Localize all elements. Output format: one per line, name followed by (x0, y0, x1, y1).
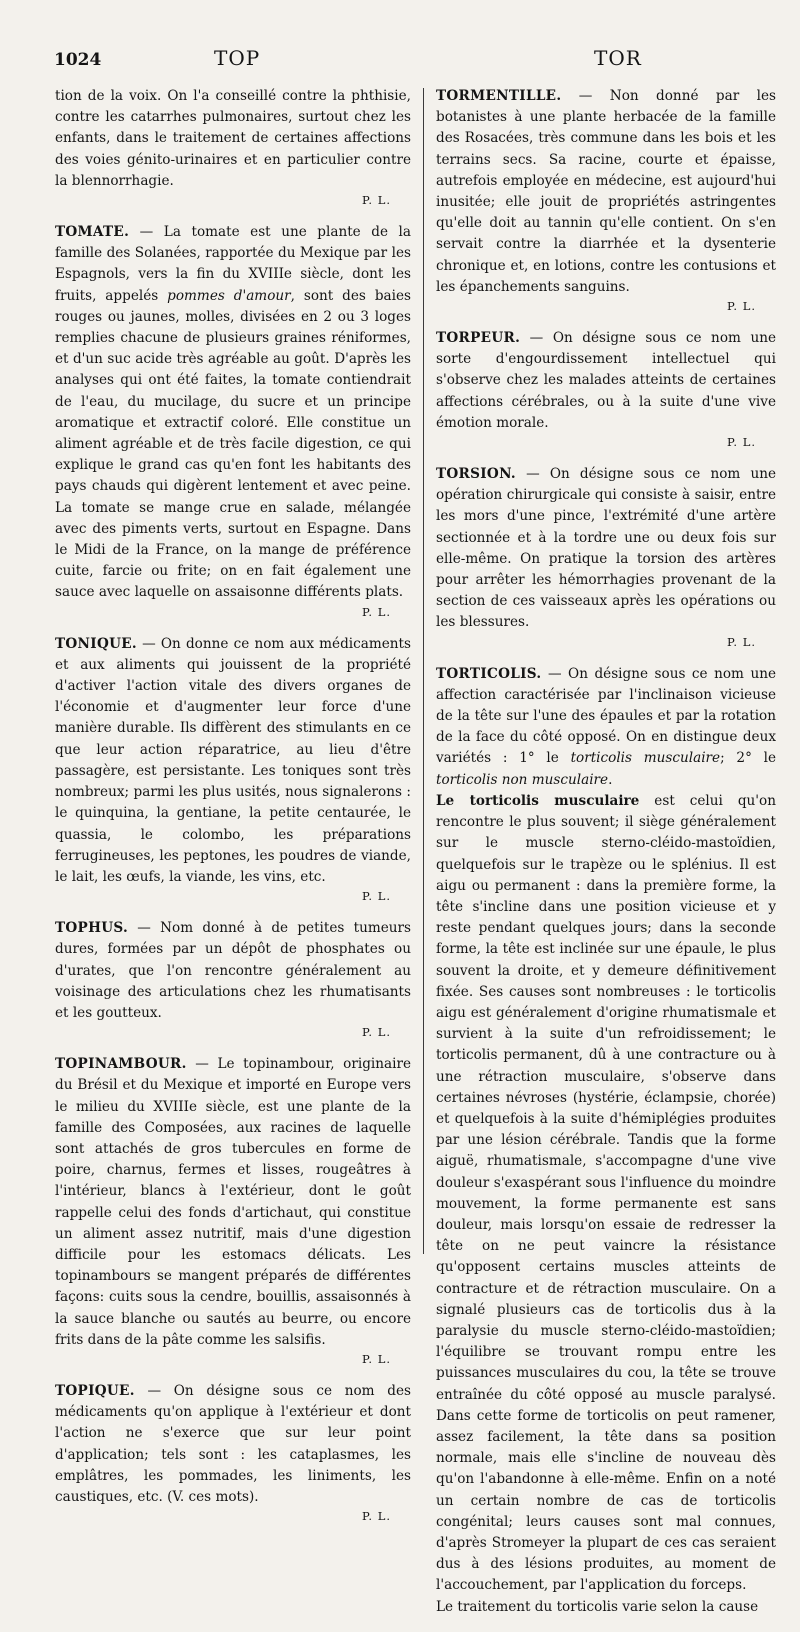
headword: TOPINAMBOUR. (55, 1056, 187, 1073)
entry-text: — On désigne sous ce nom une sorte d'engourdissement intellectuel qui s'observe chez les malades atteints de certaines affections cérébrales, ou à la suite d'une vive émotion morale. (436, 330, 776, 431)
headword: TORTICOLIS. (436, 665, 542, 682)
entry-paragraph (55, 634, 411, 888)
entry-topinambour (55, 1054, 411, 1367)
signature: P. L. (361, 889, 391, 904)
entry-text: — On désigne sous ce nom une affection caractérisée par l'inclinaison vicieuse de la tête sur l'une des épaules et par la rotation de la face du côté opposé. On en distingue deux variétés : 1° le (436, 665, 776, 767)
signature: P. L. (726, 435, 756, 450)
entry-text: — On désigne sous ce nom une opération chirurgicale qui consiste à saisir, entre les mors d'une pince, l'extrémité d'une artère sectionnée et à la tordre une ou deux fois sur elle-même. On pratique la torsion des artères pour arrêter les hémorrhagies provenant de la section de ces vaisseaux après les opérations ou les blessures. (436, 466, 776, 631)
sub-heading: Le torticolis musculaire (436, 792, 640, 809)
signature: P. L. (361, 1509, 391, 1524)
entry-italic: pommes d'amour (167, 287, 291, 304)
signature: P. L. (361, 1351, 391, 1366)
entry-paragraph (436, 664, 776, 791)
running-head-left: TOP (214, 46, 261, 70)
entry-text: — Non donné par les botanistes à une plante herbacée de la famille des Rosacées, très commune dans les bois et les terrains secs. Sa racine, courte et épaisse, autrefois employée en médecine, est aujourd'hui inusitée; elle jouit de propriétés astringentes qu'elle doit au tannin qu'elle contient. On s'en servait contre la diarrhée et la dysenterie chronique et, en lotions, contre les contusions et les épanchements sanguins. (436, 88, 776, 295)
entry-paragraph (436, 791, 776, 1597)
headword: TONIQUE. (55, 635, 137, 652)
signature: P. L. (726, 299, 756, 314)
headword: TOPIQUE. (55, 1382, 135, 1399)
entry-torticolis (436, 664, 776, 1618)
headword: TOMATE. (55, 224, 130, 241)
entry-text: est celui qu'on rencontre le plus souvent; il siège généralement sur le muscle sterno-cléido-mastoïdien, quelquefois sur le trapèze ou le splénius. Il est aigu ou permanent : dans la première forme, la tête s'incline dans une position vicieuse et y reste pendant quelques jours; dans la seconde forme, la tête est inclinée sur une épaule, le plus souvent la droite, et y demeure définitivement fixée. Ses causes sont nombreuses : le torticolis aigu est généralement d'origine rhumatismale et survient à la suite d'un refroidissement; le torticolis permanent, dû à une contracture ou à une rétraction musculaire, s'observe dans certaines névroses (hystérie, éclampsie, chorée) et quelquefois à la suite d'hémiplégies produites par une lésion cérébrale. Tandis que la forme aiguë, rhumatismale, s'accompagne d'une vive douleur s'exaspérant sous l'influence du moindre mouvement, la forme permanente est sans douleur, mais lorsqu'on essaie de redresser la tête on ne peut vaincre la résistance qu'opposent certains muscles atteints de contracture et de rétraction musculaire. On a signalé plusieurs cas de torticolis dus à la paralysie du muscle sterno-cléido-mastoïdien; l'équilibre se trouvant rompu entre les puissances musculaires du cou, la tête se trouve entraînée du côté opposé au muscle paralysé. Dans cette forme de torticolis on peut ramener, assez facilement, la tête dans sa position normale, mais elle s'incline de nouveau dès qu'on l'abandonne à elle-même. Enfin on a noté un certain nombre de cas de torticolis congénital; leurs causes sont mal connues, d'après Stromeyer la plupart de ces cas seraient dus à des lésions produites, au moment de l'accouchement, par l'application du forceps. (436, 792, 776, 1594)
entry-paragraph (436, 328, 776, 434)
entry-text: ; 2° le (720, 750, 777, 767)
entry-text: , sont des baies rouges ou jaunes, molles, divisées en 2 ou 3 loges remplies chacune de plusieurs graines réniformes, et d'un suc acide très agréable au goût. D'après les analyses qui ont été faites, la tomate contiendrait de l'eau, du mucilage, du sucre et un principe aromatique et extractif coloré. Elle constitue un aliment agréable et de très facile digestion, ce qui explique le grand cas qu'en font les habitants des pays chauds qui digèrent lentement et avec peine. La tomate se mange crue en salade, mélangée avec des piments verts, surtout en Espagne. Dans le Midi de la France, on la mange de préférence cuite, farcie ou frite; on en fait également une sauce avec laquelle on assaisonne différents plats. (55, 287, 411, 601)
entry-tomate (55, 222, 411, 620)
entry-tophus (55, 918, 411, 1040)
entry-topique (55, 1381, 411, 1524)
entry-continuation (55, 86, 411, 208)
headword: TORPEUR. (436, 330, 521, 347)
right-column (436, 86, 776, 1632)
left-column (55, 86, 411, 1538)
signature: P. L. (361, 193, 391, 208)
headword: TOPHUS. (55, 920, 129, 937)
headword: TORSION. (436, 466, 516, 483)
signature: P. L. (726, 634, 756, 649)
column-divider (423, 88, 424, 1254)
entry-italic: torticolis musculaire (570, 750, 721, 767)
entry-torsion (436, 464, 776, 650)
entry-text: . (608, 771, 613, 788)
entry-paragraph (55, 1381, 411, 1508)
entry-text: — La tomate est une plante de la famille des Solanées, rapportée du Mexique par les Espagnols, vers la fin du XVIIIe siècle, dont les fruits, appelés (55, 224, 411, 304)
entry-italic: torticolis non musculaire (436, 771, 609, 788)
entry-text: — Le topinambour, originaire du Brésil et du Mexique et importé en Europe vers le milieu du XVIIIe siècle, est une plante de la famille des Composées, aux racines de laquelle sont attachés de gros tubercules en forme de poire, charnus, fermes et lisses, rougeâtres à l'intérieur, blancs à l'extérieur, dont le goût rappelle celui des fonds d'artichaut, qui constitue un aliment assez nutritif, mais d'une digestion difficile pour les estomacs délicats. Les topinambours se mangent préparés de différentes façons: cuits sous la cendre, bouillis, assaisonnés à la sauce blanche ou sautés au beurre, ou encore frits dans de la pâte comme les salsifis. (55, 1056, 411, 1348)
entry-text: — Nom donné à de petites tumeurs dures, formées par un dépôt de phosphates ou d'urates, que l'on rencontre généralement au voisinage des articulations chez les rhumatisants et les goutteux. (55, 920, 411, 1021)
running-head-right: TOR (594, 46, 642, 70)
entry-tonique (55, 634, 411, 904)
entry-text: — On désigne sous ce nom des médicaments qu'on applique à l'extérieur et dont l'action ne s'exerce que sur leur point d'application; tels sont : les cataplasmes, les emplâtres, les pommades, les liniments, les caustiques, etc. (V. ces mots). (55, 1382, 411, 1505)
signature: P. L. (361, 604, 391, 619)
entry-paragraph (436, 86, 776, 298)
entry-paragraph (55, 918, 411, 1024)
entry-text: tion de la voix. On l'a conseillé contre la phthisie, contre les catarrhes pulmonaires, surtout chez les enfants, dans le traitement de certaines affections des voies génito-urinaires et en particulier contre la blennorrhagie. (55, 88, 411, 189)
headword: TORMENTILLE. (436, 88, 562, 104)
page-number: 1024 (54, 50, 102, 70)
signature: P. L. (361, 1025, 391, 1040)
entry-paragraph: Le traitement du torticolis varie selon la cause (436, 1598, 759, 1615)
entry-torpeur (436, 328, 776, 450)
entry-tormentille (436, 86, 776, 314)
page-header (0, 44, 800, 74)
entry-paragraph (55, 1054, 411, 1351)
entry-paragraph (55, 222, 411, 604)
entry-paragraph (436, 464, 776, 634)
entry-text: — On donne ce nom aux médicaments et aux aliments qui jouissent de la propriété d'activer l'action vitale des divers organes de l'économie et d'augmenter leur force d'une manière durable. Ils diffèrent des stimulants en ce que leur action réparatrice, au lieu d'être passagère, est persistante. Les toniques sont très nombreux; parmi les plus usités, nous signalerons : le quinquina, la gentiane, la petite centaurée, le quassia, le colombo, les préparations ferrugineuses, les peptones, les poudres de viande, le lait, les œufs, la viande, les vins, etc. (55, 635, 411, 885)
